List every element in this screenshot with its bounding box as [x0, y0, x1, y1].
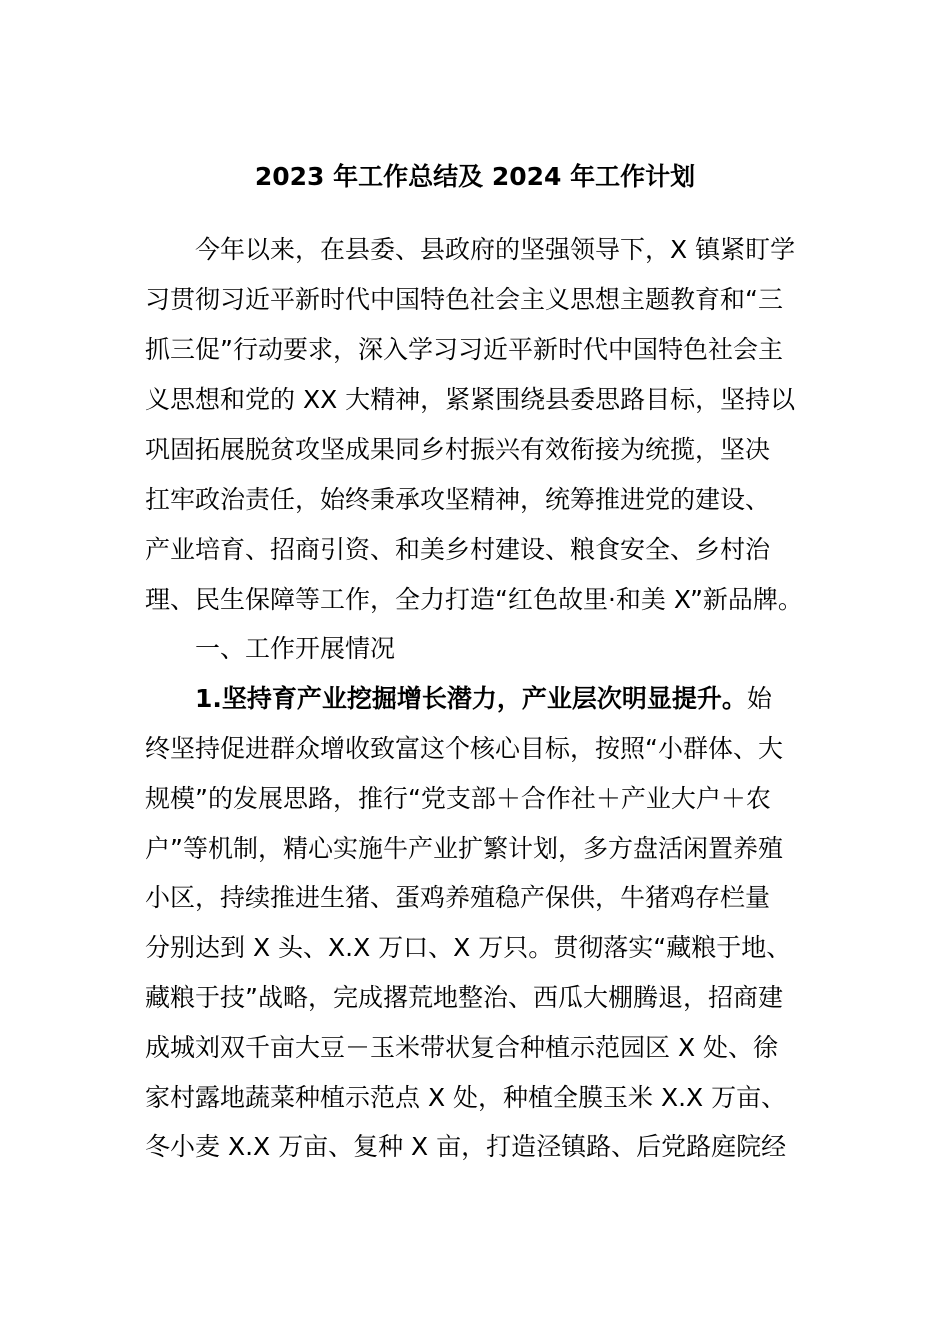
item1-line-2: 终坚持促进群众增收致富这个核心目标，按照“小群体、大 — [145, 734, 783, 763]
item1-line-6: 分别达到 X 头、X.X 万口、X 万只。贯彻落实“藏粮于地、 — [145, 933, 792, 962]
intro-line-8: 理、民生保障等工作，全力打造“红色故里·和美 X”新品牌。 — [145, 585, 803, 614]
item1-line-10: 冬小麦 X.X 万亩、复种 X 亩，打造泾镇路、后党路庭院经 — [145, 1132, 787, 1161]
intro-line-6: 扛牢政治责任，始终秉承攻坚精神，统筹推进党的建设、 — [145, 485, 771, 514]
item1-first-line — [195, 679, 815, 719]
item1-line-7: 藏粮于技”战略，完成撂荒地整治、西瓜大棚腾退，招商建 — [145, 983, 783, 1012]
intro-line-3: 抓三促”行动要求，深入学习习近平新时代中国特色社会主 — [145, 335, 783, 364]
item1-line-5: 小区，持续推进生猪、蛋鸡养殖稳产保供，牛猪鸡存栏量 — [145, 883, 771, 912]
document-title: 2023 年工作总结及 2024 年工作计划 — [254, 162, 696, 191]
item1-line-4: 户”等机制，精心实施牛产业扩繁计划，多方盘活闲置养殖 — [145, 834, 783, 863]
item1-line-9: 家村露地蔬菜种植示范点 X 处，种植全膜玉米 X.X 万亩、 — [145, 1083, 787, 1112]
item1-line-3: 规模”的发展思路，推行“党支部＋合作社＋产业大户＋农 — [145, 784, 771, 813]
section-heading: 一、工作开展情况 — [195, 634, 396, 663]
intro-line-1: 今年以来，在县委、县政府的坚强领导下，X 镇紧盯学 — [195, 235, 796, 264]
item1-line-8: 成城刘双千亩大豆－玉米带状复合种植示范园区 X 处、徐 — [145, 1033, 779, 1062]
intro-line-4: 义思想和党的 XX 大精神，紧紧围绕县委思路目标，坚持以 — [145, 385, 796, 414]
intro-line-7: 产业培育、招商引资、和美乡村建设、粮食安全、乡村治 — [145, 535, 771, 564]
item1-heading: 1.坚持育产业挖掘增长潜力，产业层次明显提升。 — [195, 684, 747, 713]
intro-line-2: 习贯彻习近平新时代中国特色社会主义思想主题教育和“三 — [145, 285, 783, 314]
intro-line-5: 巩固拓展脱贫攻坚成果同乡村振兴有效衔接为统揽，坚决 — [145, 435, 771, 464]
item1-first-tail: 始 — [746, 684, 772, 713]
